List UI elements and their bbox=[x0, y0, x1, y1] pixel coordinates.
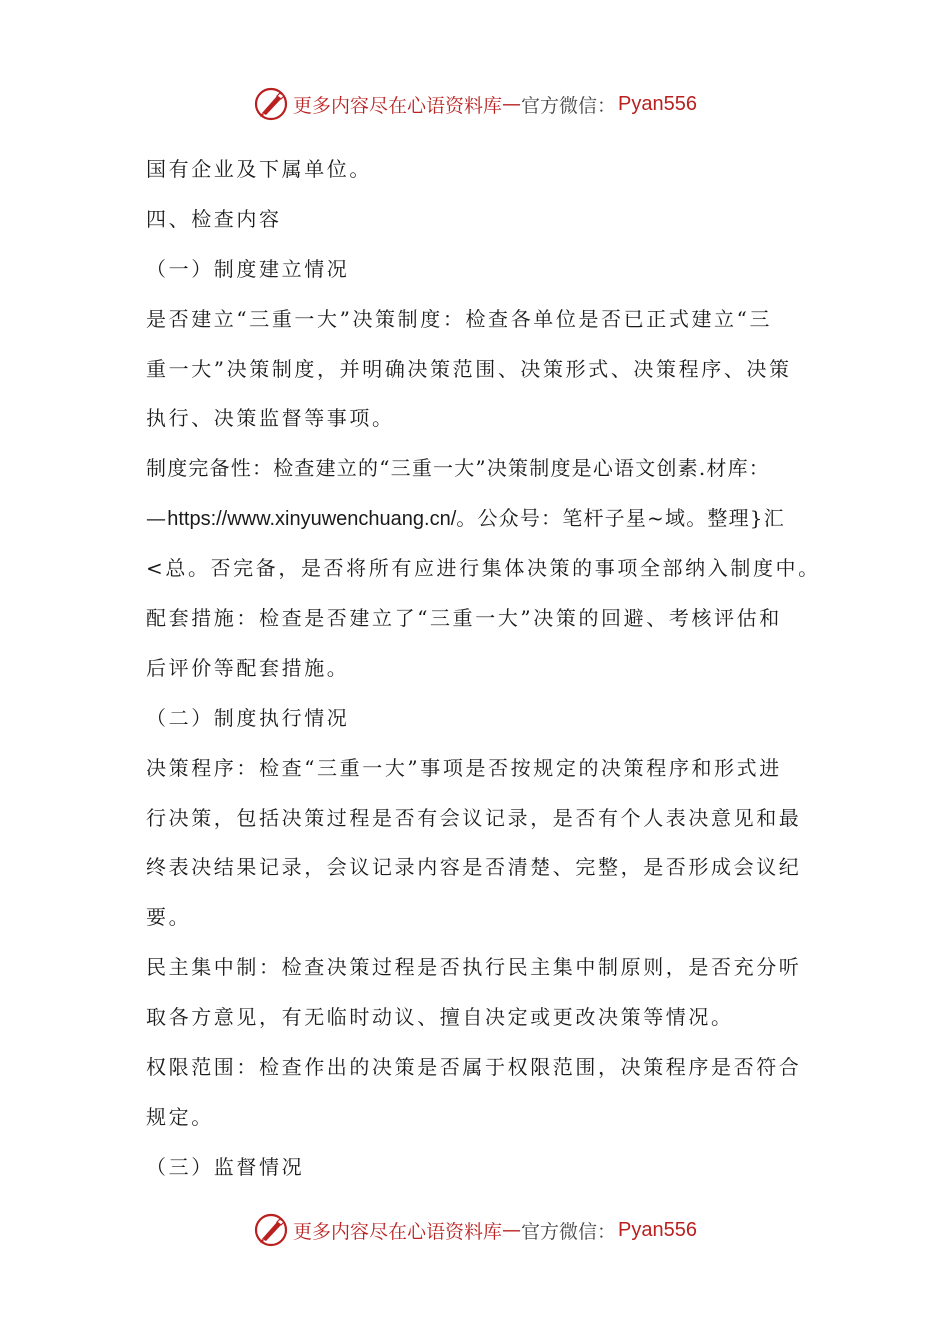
footer-banner-text: 更多内容尽在心语资料库 bbox=[293, 1220, 503, 1243]
subsection-heading: （三）监督情况 bbox=[146, 1154, 305, 1179]
header-banner-separator: — bbox=[502, 93, 522, 115]
header-wechat-label: 官方微信： bbox=[521, 94, 617, 117]
text-line: 权限范围：检查作出的决策是否属于权限范围，决策程序是否符合 bbox=[146, 1055, 802, 1080]
text-line: 终表决结果记录，会议记录内容是否清楚、完整，是否形成会议纪 bbox=[146, 855, 802, 880]
text-line: 取各方意见，有无临时动议、擅自决定或更改决策等情况。 bbox=[146, 1005, 734, 1030]
footer-banner bbox=[0, 1210, 950, 1250]
text-line: <总。否完备，是否将所有应进行集体决策的事项全部纳入制度中。 bbox=[146, 556, 821, 581]
header-banner bbox=[0, 84, 950, 124]
text-line: 决策程序：检查“三重一大”事项是否按规定的决策程序和形式进 bbox=[146, 755, 782, 780]
text-line: 行决策，包括决策过程是否有会议记录，是否有个人表决意见和最 bbox=[146, 805, 802, 830]
text-line-with-url bbox=[146, 494, 816, 544]
section-heading: 四、检查内容 bbox=[146, 206, 282, 231]
text-line: 制度完备性：检查建立的“三重一大”决策制度是心语文创素.材库： bbox=[146, 456, 771, 481]
subsection-heading: （一）制度建立情况 bbox=[146, 256, 350, 281]
footer-wechat-label: 官方微信： bbox=[521, 1220, 617, 1243]
text-line: 规定。 bbox=[146, 1104, 214, 1129]
text-line: 配套措施：检查是否建立了“三重一大”决策的回避、考核评估和 bbox=[146, 606, 782, 631]
url-prefix: — bbox=[146, 506, 168, 531]
text-line: 是否建立“三重一大”决策制度：检查各单位是否已正式建立“三 bbox=[146, 306, 773, 331]
pen-logo-icon bbox=[253, 86, 289, 122]
pen-logo-icon bbox=[253, 1212, 289, 1248]
footer-wechat-id: Pyan556 bbox=[618, 1218, 697, 1241]
text-line: 民主集中制：检查决策过程是否执行民主集中制原则，是否充分听 bbox=[146, 955, 802, 980]
text-line: 国有企业及下属单位。 bbox=[146, 157, 372, 181]
text-line: 重一大”决策制度，并明确决策范围、决策形式、决策程序、决策 bbox=[146, 356, 792, 381]
website-url: https://www.xinyuwenchuang.cn/ bbox=[167, 508, 457, 531]
subsection-heading: （二）制度执行情况 bbox=[146, 705, 350, 730]
url-suffix: 。公众号：笔杆子星~域。整理}汇 bbox=[456, 506, 785, 531]
header-banner-text: 更多内容尽在心语资料库 bbox=[293, 94, 503, 117]
header-wechat-id: Pyan556 bbox=[618, 92, 697, 115]
text-line: 要。 bbox=[146, 905, 192, 930]
body-text bbox=[146, 145, 821, 1193]
text-line: 后评价等配套措施。 bbox=[146, 655, 350, 680]
footer-banner-separator: — bbox=[502, 1219, 522, 1241]
text-line: 执行、决策监督等事项。 bbox=[146, 406, 395, 431]
